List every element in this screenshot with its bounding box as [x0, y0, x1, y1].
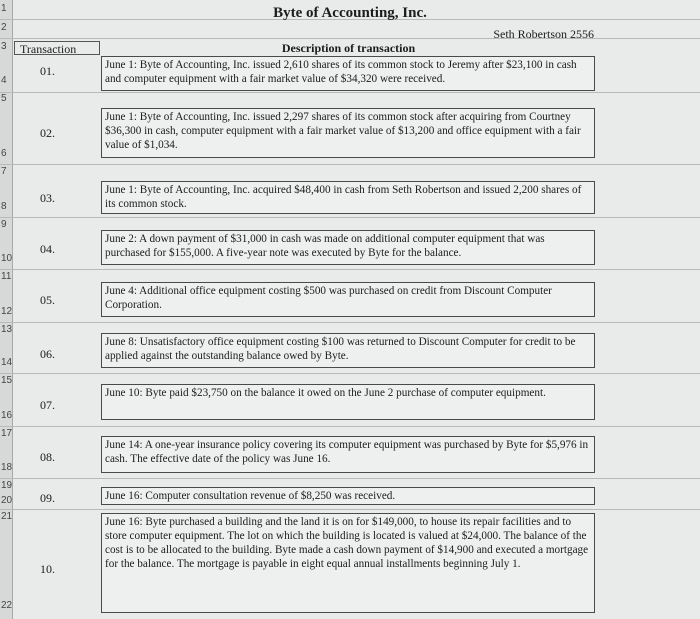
grid-line — [0, 92, 700, 93]
row-number[interactable]: 17 — [1, 428, 13, 439]
grid-line — [0, 269, 700, 270]
row-number[interactable]: 7 — [1, 166, 7, 177]
row-number[interactable]: 5 — [1, 93, 7, 104]
transaction-description[interactable]: June 4: Additional office equipment costing $500 was purchased on credit from Discount Computer Corporation. — [101, 282, 595, 317]
row-number[interactable]: 8 — [1, 201, 7, 212]
grid-line — [0, 509, 700, 510]
grid-line — [0, 38, 700, 39]
transaction-description[interactable]: June 8: Unsatisfactory office equipment costing $100 was returned to Discount Computer for credit to be applied against the outstanding balance owed by Byte. — [101, 333, 595, 368]
row-number[interactable]: 3 — [1, 41, 7, 52]
transaction-description[interactable]: June 2: A down payment of $31,000 in cash was made on additional computer equipment that was purchased for $155,000. A five-year note was executed by Byte for the balance. — [101, 230, 595, 265]
transaction-number[interactable]: 05. — [40, 293, 55, 307]
transaction-description[interactable]: June 1: Byte of Accounting, Inc. issued 2,297 shares of its common stock after acquiring from Courtney $36,300 in cash, computer equipment with a fair market value of $13,200 and office equipment with a fair value of $1,034. — [101, 108, 595, 158]
row-number[interactable]: 15 — [1, 375, 13, 386]
row-number[interactable]: 21 — [1, 511, 13, 522]
row-number[interactable]: 6 — [1, 148, 7, 159]
grid-line — [0, 426, 700, 427]
transaction-description[interactable]: June 1: Byte of Accounting, Inc. issued 2,610 shares of its common stock to Jeremy after $23,100 in cash and computer equipment with a fair market value of $34,320 were received. — [101, 56, 595, 91]
row-number[interactable]: 20 — [1, 495, 13, 506]
row-number[interactable]: 2 — [1, 22, 7, 33]
transaction-description[interactable]: June 16: Computer consultation revenue of $8,250 was received. — [101, 487, 595, 505]
transaction-number[interactable]: 01. — [40, 64, 55, 78]
transaction-column-header[interactable]: Transaction — [14, 41, 100, 55]
author-cell[interactable]: Seth Robertson 2556 — [493, 27, 594, 41]
row-number[interactable]: 12 — [1, 306, 13, 317]
row-number[interactable]: 13 — [1, 324, 13, 335]
transaction-number[interactable]: 03. — [40, 191, 55, 205]
transaction-number[interactable]: 10. — [40, 562, 55, 576]
grid-line — [0, 164, 700, 165]
transaction-number[interactable]: 09. — [40, 491, 55, 505]
grid-line — [0, 322, 700, 323]
row-number[interactable]: 10 — [1, 253, 13, 264]
transaction-description[interactable]: June 14: A one-year insurance policy covering its computer equipment was purchased by Byte for $5,976 in cash. The effective date of the policy was June 16. — [101, 436, 595, 473]
transaction-description[interactable]: June 16: Byte purchased a building and the land it is on for $149,000, to house its repair facilities and to store computer equipment. The lot on which the building is located is valued at $24,000. The balance of the cost is to be allocated to the building. Byte made a cash down payment of $14,900 and executed a mortgage for the balance. The mortgage is payable in eight equal annual installments beginning July 1. — [101, 513, 595, 613]
company-title: Byte of Accounting, Inc. — [273, 5, 427, 21]
row-number[interactable]: 9 — [1, 219, 7, 230]
transaction-number[interactable]: 06. — [40, 347, 55, 361]
row-number[interactable]: 19 — [1, 480, 13, 491]
transaction-description[interactable]: June 1: Byte of Accounting, Inc. acquired $48,400 in cash from Seth Robertson and issued 2,200 shares of its common stock. — [101, 181, 595, 214]
transaction-number[interactable]: 07. — [40, 398, 55, 412]
row-number[interactable]: 14 — [1, 357, 13, 368]
transaction-number[interactable]: 08. — [40, 450, 55, 464]
row-number[interactable]: 1 — [1, 3, 7, 14]
row-number[interactable]: 4 — [1, 75, 7, 86]
grid-line — [0, 217, 700, 218]
description-column-header[interactable]: Description of transaction — [281, 41, 416, 55]
grid-line — [0, 373, 700, 374]
row-number[interactable]: 22 — [1, 600, 13, 611]
grid-line — [0, 478, 700, 479]
transaction-number[interactable]: 04. — [40, 242, 55, 256]
transaction-description[interactable]: June 10: Byte paid $23,750 on the balance it owed on the June 2 purchase of computer equipment. — [101, 384, 595, 420]
row-number[interactable]: 11 — [1, 271, 12, 282]
transaction-number[interactable]: 02. — [40, 126, 55, 140]
row-number[interactable]: 16 — [1, 410, 13, 421]
row-number[interactable]: 18 — [1, 462, 13, 473]
